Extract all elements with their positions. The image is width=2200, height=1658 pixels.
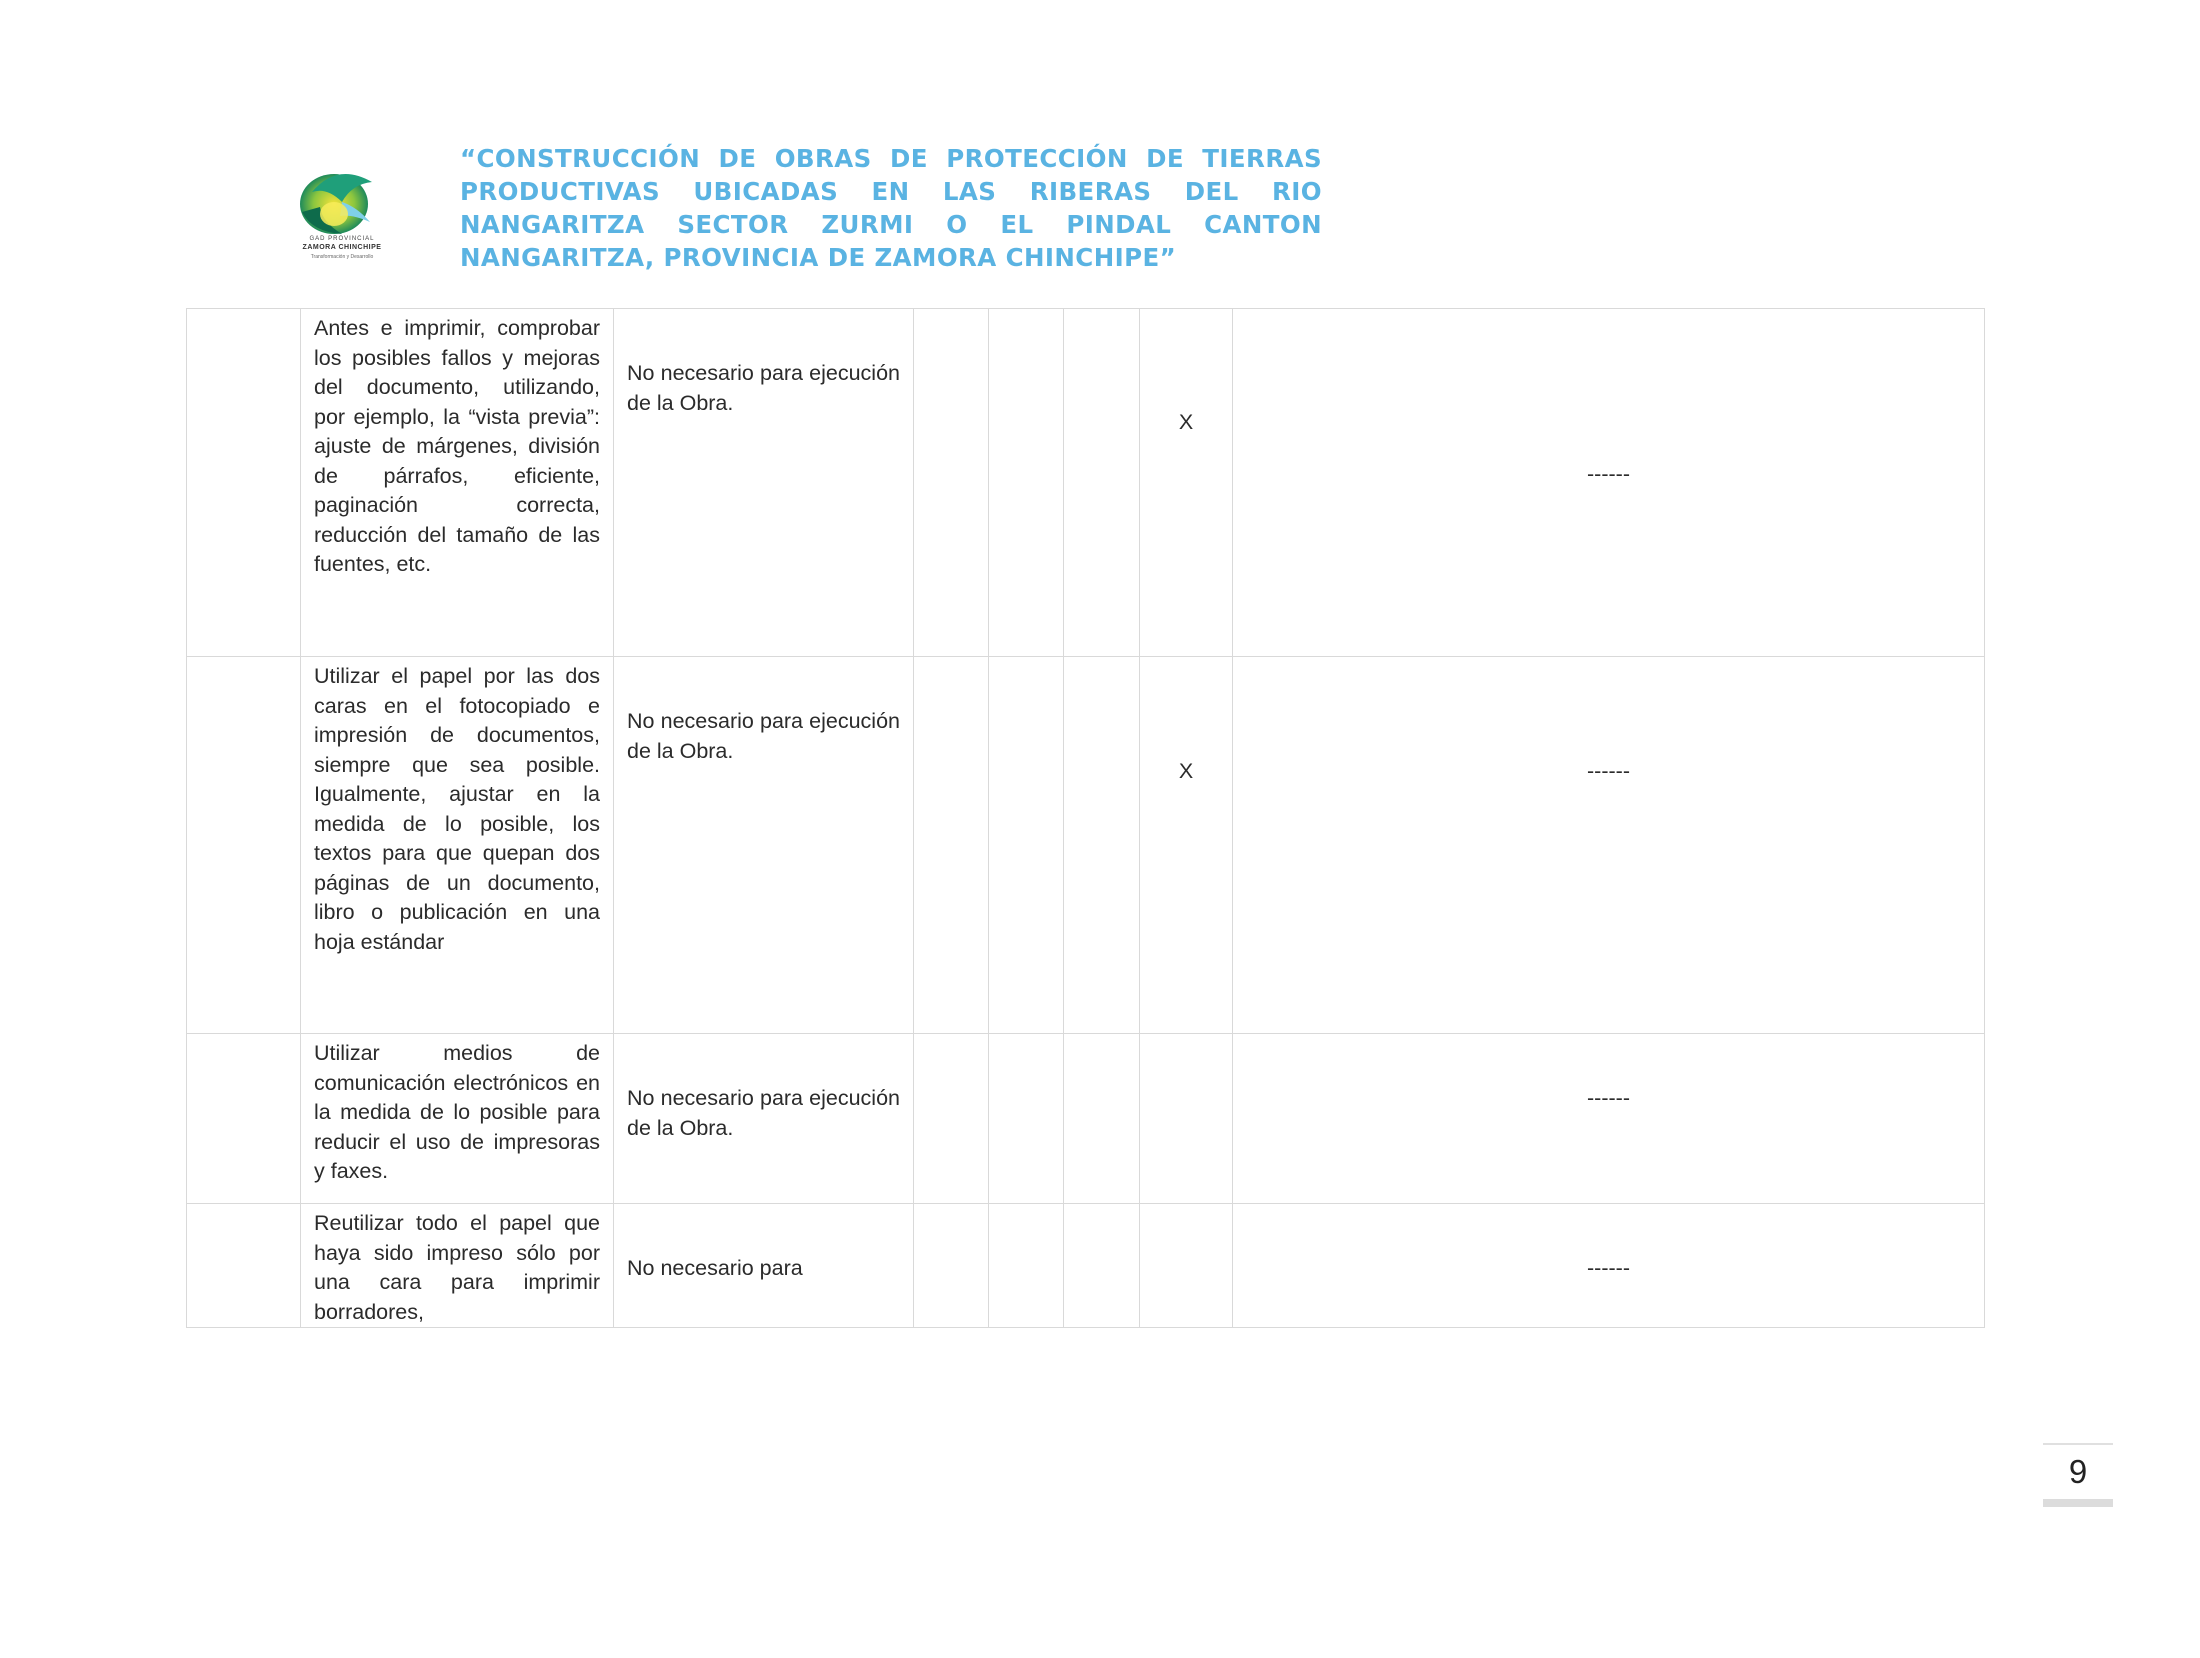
table-row xyxy=(187,309,1985,657)
empty-cell xyxy=(1064,1204,1140,1328)
environmental-measures-table xyxy=(186,308,1985,1328)
empty-cell xyxy=(914,657,989,1034)
empty-cell xyxy=(1064,1034,1140,1204)
observation: ------ xyxy=(1233,1034,1985,1204)
page-number-rule xyxy=(2043,1443,2113,1445)
table-row xyxy=(187,1034,1985,1204)
empty-cell xyxy=(989,1034,1064,1204)
empty-cell xyxy=(914,1204,989,1328)
necessity-note: No necesario para ejecución de la Obra. xyxy=(614,657,914,1034)
empty-cell xyxy=(989,657,1064,1034)
empty-cell xyxy=(914,309,989,657)
empty-cell xyxy=(1064,657,1140,1034)
necessity-note: No necesario para ejecución de la Obra. xyxy=(614,309,914,657)
check-mark: X xyxy=(1140,657,1233,1034)
measure-description: Reutilizar todo el papel que haya sido impreso sólo por una cara para imprimir borradores, xyxy=(301,1204,614,1328)
necessity-note: No necesario para ejecución de la Obra. xyxy=(614,1034,914,1204)
logo-line-2: ZAMORA CHINCHIPE xyxy=(302,244,382,251)
check-mark: X xyxy=(1140,309,1233,657)
empty-cell xyxy=(187,657,301,1034)
page-number-bar xyxy=(2043,1499,2113,1507)
check-mark xyxy=(1140,1204,1233,1328)
measure-description: Utilizar el papel por las dos caras en el fotocopiado e impresión de documentos, siempre que sea posible. Igualmente, ajustar en la medida de lo posible, los textos para que quepan dos páginas de un documento, libro o publicación en una hoja estándar xyxy=(301,657,614,1034)
necessity-note: No necesario para xyxy=(614,1204,914,1328)
empty-cell xyxy=(187,1034,301,1204)
page-number-box xyxy=(2043,1443,2113,1509)
observation: ------ xyxy=(1233,657,1985,1034)
table-row xyxy=(187,1204,1985,1328)
logo-line-3: Transformación y Desarrollo xyxy=(310,254,374,260)
document-title: “CONSTRUCCIÓN DE OBRAS DE PROTECCIÓN DE TIERRAS PRODUCTIVAS UBICADAS EN LAS RIBERAS DEL RIO NANGARITZA SECTOR ZURMI O EL PINDAL CANTON NANGARITZA, PROVINCIA DE ZAMORA CHINCHIPE” xyxy=(460,144,1322,272)
check-mark xyxy=(1140,1034,1233,1204)
empty-cell xyxy=(1064,309,1140,657)
observation: ------ xyxy=(1233,309,1985,657)
measure-description: Utilizar medios de comunicación electrónicos en la medida de lo posible para reducir el uso de impresoras y faxes. xyxy=(301,1034,614,1204)
empty-cell xyxy=(187,1204,301,1328)
observation: ------ xyxy=(1233,1204,1985,1328)
empty-cell xyxy=(989,1204,1064,1328)
empty-cell xyxy=(914,1034,989,1204)
table-row xyxy=(187,657,1985,1034)
measure-description: Antes e imprimir, comprobar los posibles fallos y mejoras del documento, utilizando, por ejemplo, la “vista previa”: ajuste de márgenes, división de párrafos, eficiente, paginación correcta, reducción del tamaño de las fuentes, etc. xyxy=(301,309,614,657)
empty-cell xyxy=(989,309,1064,657)
logo-line-1: GAD PROVINCIAL xyxy=(309,236,375,242)
page-number: 9 xyxy=(2068,1453,2088,1490)
empty-cell xyxy=(187,309,301,657)
